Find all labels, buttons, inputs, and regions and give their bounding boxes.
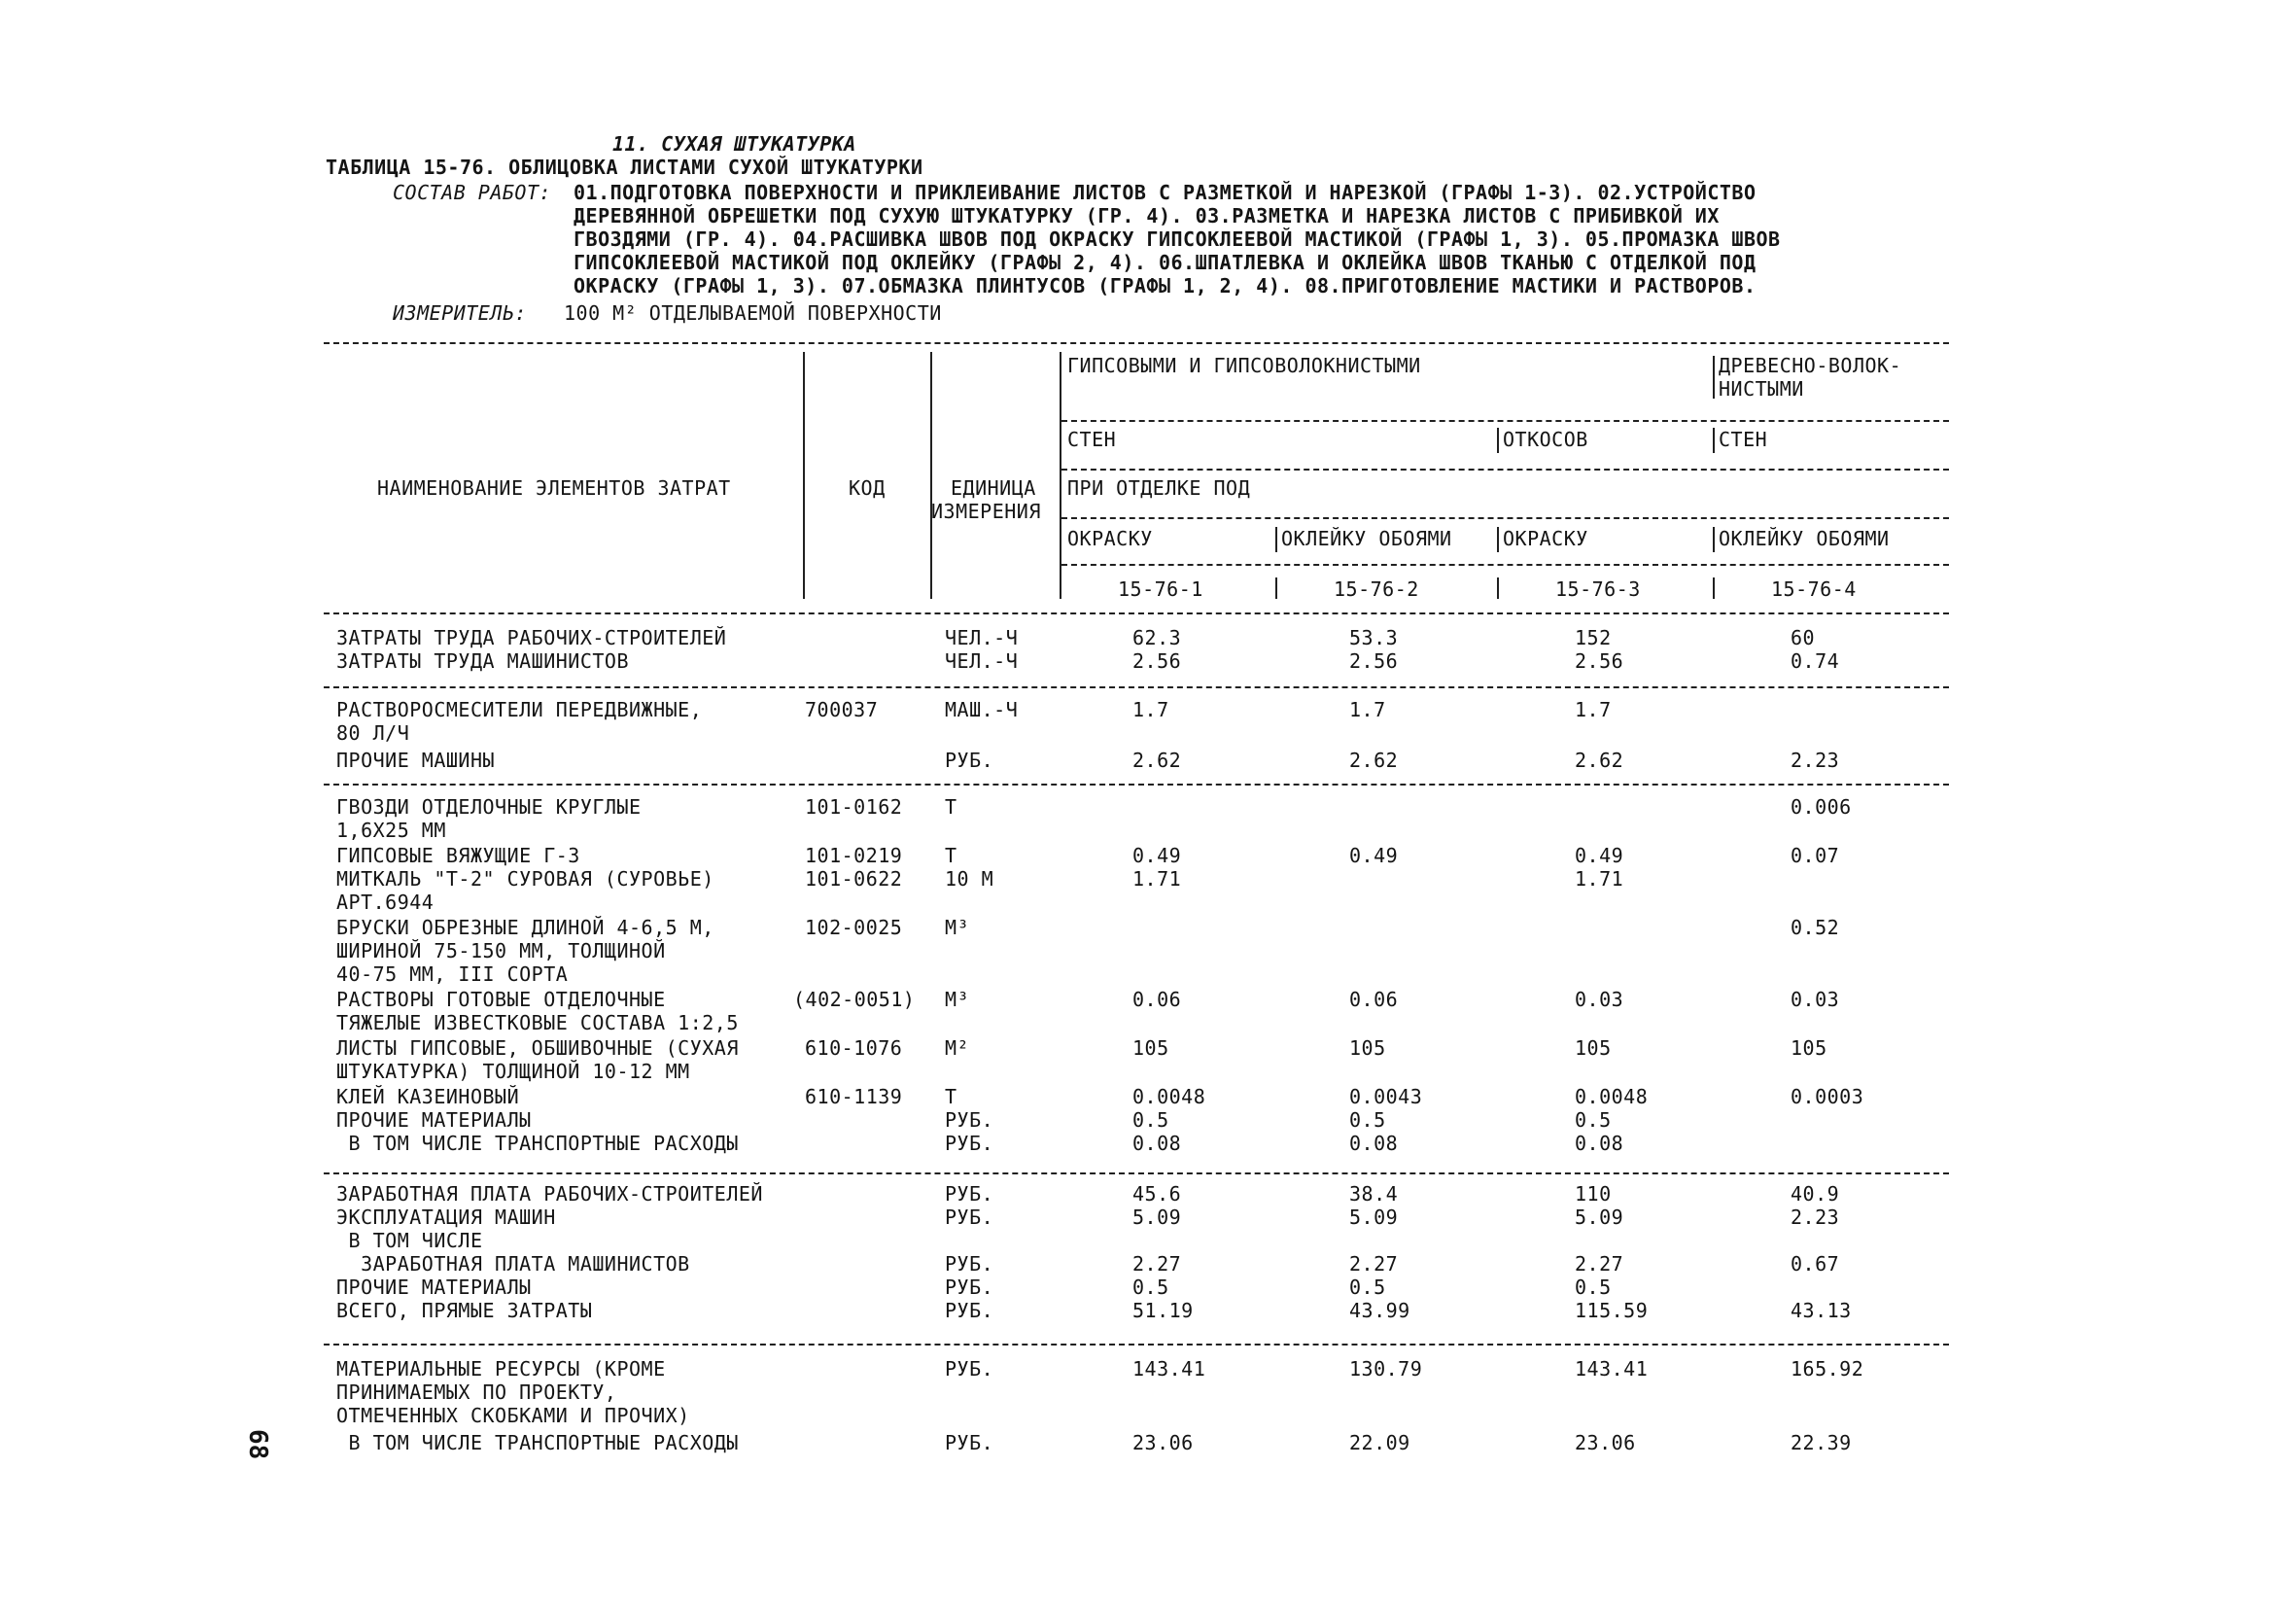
row-value: 0.5 xyxy=(1349,1108,1386,1132)
row-name: В ТОМ ЧИСЛЕ xyxy=(336,1229,483,1252)
row-name: КЛЕЙ КАЗЕИНОВЫЙ xyxy=(336,1085,520,1108)
row-name: В ТОМ ЧИСЛЕ ТРАНСПОРТНЫЕ РАСХОДЫ xyxy=(336,1132,739,1155)
row-value: 2.27 xyxy=(1132,1252,1182,1276)
row-code: 610-1076 xyxy=(805,1036,903,1060)
row-unit: М³ xyxy=(945,916,970,939)
section-title: 11. СУХАЯ ШТУКАТУРКА xyxy=(612,132,856,156)
row-value: 0.67 xyxy=(1791,1252,1840,1276)
row-value: 0.49 xyxy=(1132,844,1182,867)
header-group-gypsum: ГИПСОВЫМИ И ГИПСОВОЛОКНИСТЫМИ xyxy=(1067,354,1421,377)
row-value: 5.09 xyxy=(1132,1206,1182,1229)
col-divider xyxy=(1713,577,1715,599)
row-value: 0.006 xyxy=(1791,795,1852,819)
header-rule xyxy=(1061,564,1949,566)
row-value: 165.92 xyxy=(1791,1357,1864,1381)
row-name: ПРИНИМАЕМЫХ ПО ПРОЕКТУ, xyxy=(336,1381,617,1404)
row-value: 105 xyxy=(1132,1036,1169,1060)
row-value: 105 xyxy=(1791,1036,1827,1060)
row-name: РАСТВОРЫ ГОТОВЫЕ ОТДЕЛОЧНЫЕ xyxy=(336,988,666,1011)
section-rule xyxy=(324,686,1949,688)
header-rule xyxy=(1061,517,1949,519)
row-name: ШТУКАТУРКА) ТОЛЩИНОЙ 10-12 ММ xyxy=(336,1060,690,1083)
row-value: 105 xyxy=(1575,1036,1612,1060)
col-divider xyxy=(930,352,932,599)
header-paint: ОКРАСКУ xyxy=(1067,527,1153,550)
row-value: 0.0003 xyxy=(1791,1085,1864,1108)
header-unit-column: ИЗМЕРЕНИЯ xyxy=(931,500,1041,523)
row-unit: Т xyxy=(945,844,957,867)
row-value: 0.74 xyxy=(1791,649,1840,673)
header-walls: СТЕН xyxy=(1719,428,1768,451)
row-value: 110 xyxy=(1575,1182,1612,1206)
row-code: 101-0219 xyxy=(805,844,903,867)
row-value: 0.0043 xyxy=(1349,1085,1423,1108)
row-value: 1.71 xyxy=(1575,867,1624,891)
row-code: 101-0622 xyxy=(805,867,903,891)
section-rule xyxy=(324,784,1949,786)
row-name: МИТКАЛЬ "Т-2" СУРОВАЯ (СУРОВЬЕ) xyxy=(336,867,714,891)
col-divider xyxy=(803,352,805,599)
table-title: ТАБЛИЦА 15-76. ОБЛИЦОВКА ЛИСТАМИ СУХОЙ ШТУКАТУРКИ xyxy=(326,156,923,179)
header-unit-column: ЕДИНИЦА xyxy=(951,476,1036,500)
row-value: 2.56 xyxy=(1132,649,1182,673)
row-value: 38.4 xyxy=(1349,1182,1399,1206)
row-value: 43.99 xyxy=(1349,1299,1410,1322)
row-value: 2.23 xyxy=(1791,749,1840,772)
row-value: 0.5 xyxy=(1132,1276,1169,1299)
row-value: 0.0048 xyxy=(1575,1085,1649,1108)
meter-label: ИЗМЕРИТЕЛЬ: xyxy=(393,301,527,325)
work-line: ГВОЗДЯМИ (ГР. 4). 04.РАСШИВКА ШВОВ ПОД ОКРАСКУ ГИПСОКЛЕЕВОЙ МАСТИКОЙ (ГРАФЫ 1, 3). 05.ПРОМАЗКА ШВОВ xyxy=(574,227,1781,251)
row-value: 0.5 xyxy=(1575,1108,1612,1132)
header-group-wood: ДРЕВЕСНО-ВОЛОК- xyxy=(1719,354,1902,377)
row-value: 0.49 xyxy=(1575,844,1624,867)
row-name: РАСТВОРОСМЕСИТЕЛИ ПЕРЕДВИЖНЫЕ, xyxy=(336,698,703,721)
header-group-wood: НИСТЫМИ xyxy=(1719,377,1804,401)
row-value: 115.59 xyxy=(1575,1299,1649,1322)
row-name: ШИРИНОЙ 75-150 ММ, ТОЛЩИНОЙ xyxy=(336,939,666,962)
row-value: 2.62 xyxy=(1132,749,1182,772)
row-value: 143.41 xyxy=(1132,1357,1206,1381)
col-divider xyxy=(1060,352,1061,599)
row-code: 102-0025 xyxy=(805,916,903,939)
row-name: 80 Л/Ч xyxy=(336,721,410,745)
row-value: 2.56 xyxy=(1349,649,1399,673)
col-divider xyxy=(1497,577,1499,599)
work-line: 01.ПОДГОТОВКА ПОВЕРХНОСТИ И ПРИКЛЕИВАНИЕ ЛИСТОВ С РАЗМЕТКОЙ И НАРЕЗКОЙ (ГРАФЫ 1-3). 02.УСТРОЙСТВО xyxy=(574,181,1757,204)
meter-value: 100 М² ОТДЕЛЫВАЕМОЙ ПОВЕРХНОСТИ xyxy=(564,301,942,325)
section-rule xyxy=(324,1344,1949,1346)
row-name: ПРОЧИЕ МАШИНЫ xyxy=(336,749,496,772)
row-value: 2.62 xyxy=(1349,749,1399,772)
row-value: 5.09 xyxy=(1349,1206,1399,1229)
row-name: ЭКСПЛУАТАЦИЯ МАШИН xyxy=(336,1206,556,1229)
row-unit: РУБ. xyxy=(945,1132,994,1155)
row-value: 0.08 xyxy=(1349,1132,1399,1155)
row-value: 5.09 xyxy=(1575,1206,1624,1229)
row-value: 2.27 xyxy=(1575,1252,1624,1276)
row-name: 40-75 ММ, III СОРТА xyxy=(336,962,569,986)
row-value: 22.09 xyxy=(1349,1431,1410,1454)
header-code-column: КОД xyxy=(849,476,886,500)
header-paint: ОКРАСКУ xyxy=(1503,527,1588,550)
row-value: 1.7 xyxy=(1575,698,1612,721)
row-value: 0.08 xyxy=(1575,1132,1624,1155)
header-wallpaper: ОКЛЕЙКУ ОБОЯМИ xyxy=(1281,527,1452,550)
row-unit: РУБ. xyxy=(945,1182,994,1206)
row-value: 0.5 xyxy=(1132,1108,1169,1132)
row-value: 22.39 xyxy=(1791,1431,1852,1454)
row-value: 1.71 xyxy=(1132,867,1182,891)
header-code: 15-76-4 xyxy=(1771,577,1857,601)
row-value: 1.7 xyxy=(1132,698,1169,721)
row-unit: ЧЕЛ.-Ч xyxy=(945,626,1019,649)
row-value: 0.06 xyxy=(1349,988,1399,1011)
row-name: ПРОЧИЕ МАТЕРИАЛЫ xyxy=(336,1276,532,1299)
row-unit: РУБ. xyxy=(945,1252,994,1276)
work-line: ГИПСОКЛЕЕВОЙ МАСТИКОЙ ПОД ОКЛЕЙКУ (ГРАФЫ 2, 4). 06.ШПАТЛЕВКА И ОКЛЕЙКА ШВОВ ТКАНЬЮ С ОТДЕЛКОЙ ПОД xyxy=(574,251,1757,274)
row-unit: РУБ. xyxy=(945,1276,994,1299)
row-value: 2.56 xyxy=(1575,649,1624,673)
row-unit: РУБ. xyxy=(945,1206,994,1229)
row-unit: МАШ.-Ч xyxy=(945,698,1019,721)
row-name: ЛИСТЫ ГИПСОВЫЕ, ОБШИВОЧНЫЕ (СУХАЯ xyxy=(336,1036,739,1060)
header-bottom-rule xyxy=(324,612,1949,614)
row-code: (402-0051) xyxy=(793,988,916,1011)
row-name: ОТМЕЧЕННЫХ СКОБКАМИ И ПРОЧИХ) xyxy=(336,1404,690,1427)
col-divider xyxy=(1275,527,1277,552)
section-rule xyxy=(324,1172,1949,1174)
col-divider xyxy=(1713,356,1715,399)
work-line: ДЕРЕВЯННОЙ ОБРЕШЕТКИ ПОД СУХУЮ ШТУКАТУРКУ (ГР. 4). 03.РАЗМЕТКА И НАРЕЗКА ЛИСТОВ С ПРИБИВКОЙ ИХ xyxy=(574,204,1720,227)
header-code: 15-76-1 xyxy=(1118,577,1203,601)
header-code: 15-76-2 xyxy=(1334,577,1419,601)
row-unit: РУБ. xyxy=(945,1108,994,1132)
row-value: 43.13 xyxy=(1791,1299,1852,1322)
row-value: 0.03 xyxy=(1575,988,1624,1011)
row-value: 152 xyxy=(1575,626,1612,649)
row-unit: Т xyxy=(945,1085,957,1108)
row-value: 0.49 xyxy=(1349,844,1399,867)
row-code: 101-0162 xyxy=(805,795,903,819)
col-divider xyxy=(1497,428,1499,453)
row-value: 0.03 xyxy=(1791,988,1840,1011)
row-name: 1,6Х25 ММ xyxy=(336,819,446,842)
row-value: 0.0048 xyxy=(1132,1085,1206,1108)
row-value: 130.79 xyxy=(1349,1357,1423,1381)
header-finishing-under: ПРИ ОТДЕЛКЕ ПОД xyxy=(1067,476,1251,500)
col-divider xyxy=(1713,527,1715,552)
row-value: 45.6 xyxy=(1132,1182,1182,1206)
row-unit: Т xyxy=(945,795,957,819)
work-line: ОКРАСКУ (ГРАФЫ 1, 3). 07.ОБМАЗКА ПЛИНТУСОВ (ГРАФЫ 1, 2, 4). 08.ПРИГОТОВЛЕНИЕ МАСТИКИ И РАСТВОРОВ. xyxy=(574,274,1757,297)
header-code: 15-76-3 xyxy=(1555,577,1641,601)
header-slopes: ОТКОСОВ xyxy=(1503,428,1588,451)
row-name: ЗАТРАТЫ ТРУДА РАБОЧИХ-СТРОИТЕЛЕЙ xyxy=(336,626,727,649)
col-divider xyxy=(1713,428,1715,453)
row-code: 610-1139 xyxy=(805,1085,903,1108)
row-value: 143.41 xyxy=(1575,1357,1649,1381)
row-name: ГИПСОВЫЕ ВЯЖУЩИЕ Г-3 xyxy=(336,844,580,867)
row-unit: ЧЕЛ.-Ч xyxy=(945,649,1019,673)
row-value: 2.62 xyxy=(1575,749,1624,772)
header-rule xyxy=(1061,420,1949,422)
row-value: 53.3 xyxy=(1349,626,1399,649)
row-value: 0.5 xyxy=(1575,1276,1612,1299)
row-name: В ТОМ ЧИСЛЕ ТРАНСПОРТНЫЕ РАСХОДЫ xyxy=(336,1431,739,1454)
row-value: 0.5 xyxy=(1349,1276,1386,1299)
row-value: 0.06 xyxy=(1132,988,1182,1011)
header-wallpaper: ОКЛЕЙКУ ОБОЯМИ xyxy=(1719,527,1890,550)
row-unit: М³ xyxy=(945,988,970,1011)
row-name: ГВОЗДИ ОТДЕЛОЧНЫЕ КРУГЛЫЕ xyxy=(336,795,642,819)
col-divider xyxy=(1275,577,1277,599)
row-value: 0.52 xyxy=(1791,916,1840,939)
header-walls: СТЕН xyxy=(1067,428,1117,451)
row-value: 23.06 xyxy=(1132,1431,1194,1454)
row-value: 51.19 xyxy=(1132,1299,1194,1322)
row-name: ВСЕГО, ПРЯМЫЕ ЗАТРАТЫ xyxy=(336,1299,593,1322)
row-unit: РУБ. xyxy=(945,1431,994,1454)
row-value: 105 xyxy=(1349,1036,1386,1060)
row-unit: РУБ. xyxy=(945,1299,994,1322)
row-value: 40.9 xyxy=(1791,1182,1840,1206)
row-value: 23.06 xyxy=(1575,1431,1636,1454)
row-code: 700037 xyxy=(805,698,879,721)
row-name: ЗАТРАТЫ ТРУДА МАШИНИСТОВ xyxy=(336,649,629,673)
page-number: 68 xyxy=(243,1429,272,1460)
work-composition-label: СОСТАВ РАБОТ: xyxy=(393,181,552,204)
row-unit: М² xyxy=(945,1036,970,1060)
header-name-column: НАИМЕНОВАНИЕ ЭЛЕМЕНТОВ ЗАТРАТ xyxy=(377,476,731,500)
row-name: ЗАРАБОТНАЯ ПЛАТА РАБОЧИХ-СТРОИТЕЛЕЙ xyxy=(336,1182,763,1206)
row-name: МАТЕРИАЛЬНЫЕ РЕСУРСЫ (КРОМЕ xyxy=(336,1357,666,1381)
row-name: ТЯЖЕЛЫЕ ИЗВЕСТКОВЫЕ СОСТАВА 1:2,5 xyxy=(336,1011,739,1034)
col-divider xyxy=(1497,527,1499,552)
row-name: БРУСКИ ОБРЕЗНЫЕ ДЛИНОЙ 4-6,5 М, xyxy=(336,916,714,939)
row-value: 0.07 xyxy=(1791,844,1840,867)
row-value: 1.7 xyxy=(1349,698,1386,721)
row-name: ПРОЧИЕ МАТЕРИАЛЫ xyxy=(336,1108,532,1132)
row-value: 62.3 xyxy=(1132,626,1182,649)
header-rule xyxy=(1061,469,1949,471)
row-value: 2.27 xyxy=(1349,1252,1399,1276)
row-unit: РУБ. xyxy=(945,749,994,772)
row-unit: РУБ. xyxy=(945,1357,994,1381)
row-name: ЗАРАБОТНАЯ ПЛАТА МАШИНИСТОВ xyxy=(336,1252,690,1276)
row-value: 60 xyxy=(1791,626,1816,649)
row-unit: 10 М xyxy=(945,867,994,891)
row-value: 2.23 xyxy=(1791,1206,1840,1229)
table-top-rule xyxy=(324,342,1949,344)
row-name: АРТ.6944 xyxy=(336,891,435,914)
row-value: 0.08 xyxy=(1132,1132,1182,1155)
